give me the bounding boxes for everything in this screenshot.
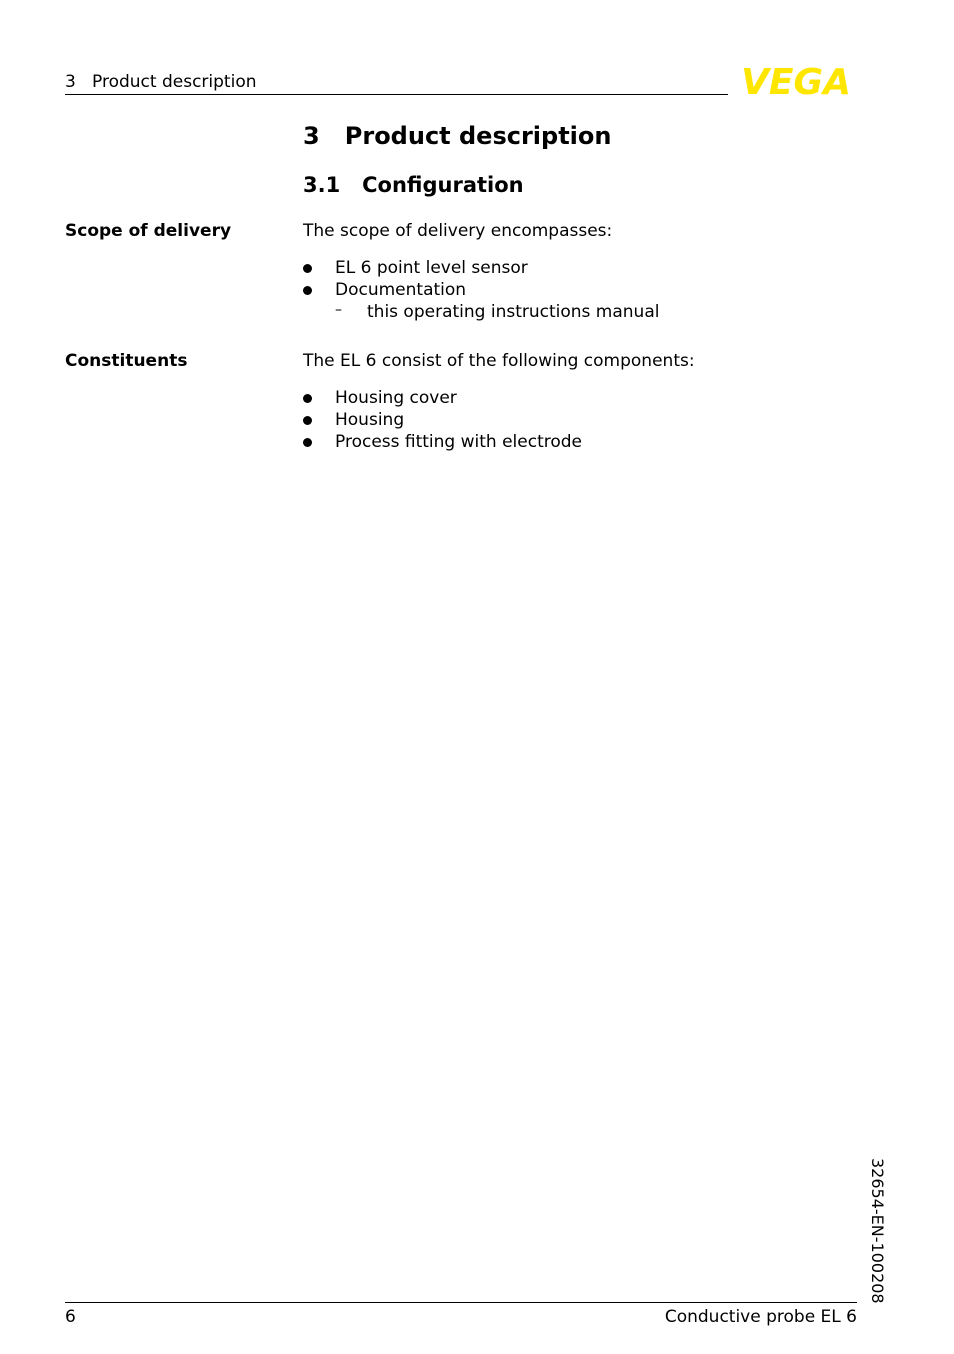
footer-title: Conductive probe EL 6: [664, 1307, 857, 1327]
scope-intro: The scope of delivery encompasses:: [303, 221, 613, 241]
constituents-intro: The EL 6 consist of the following components:: [303, 351, 695, 371]
bullet-icon: [303, 264, 312, 273]
svg-text:VEGA: VEGA: [741, 64, 851, 98]
running-header: 3 Product description: [65, 72, 257, 92]
bullet-icon: [303, 438, 312, 447]
header-rule: [65, 94, 728, 95]
document-number: 32654-EN-100208: [868, 1158, 887, 1304]
constituents-label: Constituents: [65, 351, 188, 371]
bullet-icon: [303, 416, 312, 425]
chapter-heading: 3 Product description: [303, 122, 612, 150]
bullet-icon: [303, 394, 312, 403]
bullet-icon: [303, 286, 312, 295]
page-number: 6: [65, 1307, 76, 1327]
dash-icon: –: [335, 302, 342, 318]
footer-rule: [65, 1302, 857, 1303]
vega-logo: [734, 64, 858, 98]
scope-of-delivery-label: Scope of delivery: [65, 221, 232, 241]
section-heading: 3.1 Configuration: [303, 173, 524, 197]
